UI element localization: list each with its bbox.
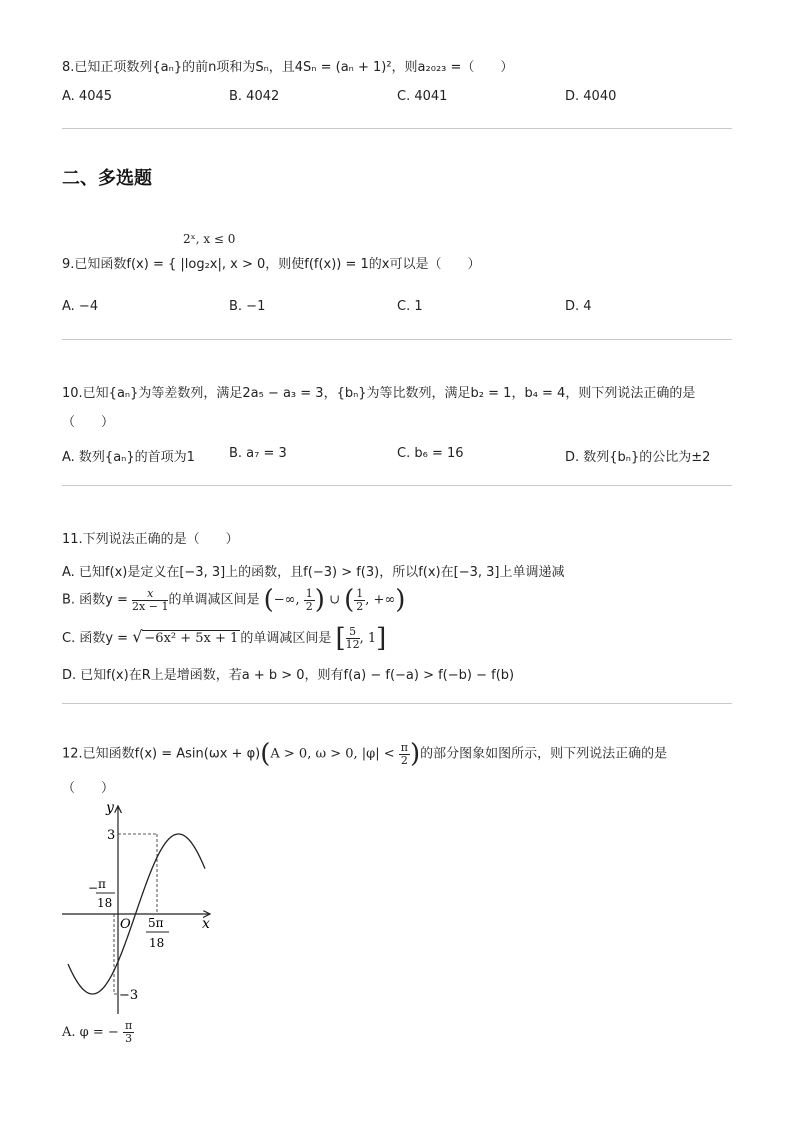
q11-stem: 11.下列说法正确的是（ ） (62, 532, 239, 547)
paren-open: ( (260, 739, 271, 769)
fraction-den: 2 (305, 599, 313, 613)
q12-a-fraction (123, 1020, 134, 1045)
q11-b-union: ∪ (329, 592, 340, 608)
q9-stem: 9.已知函数f(x) = { |log₂x|, x > 0，则使f(f(x)) = 1的x可以是（ ） (62, 257, 481, 272)
q11-option-b[interactable] (62, 585, 405, 616)
x-axis-label: x (202, 916, 210, 932)
q11-option-c[interactable] (62, 622, 386, 654)
tick-right-num: 5π (148, 916, 164, 930)
q11-c-fraction (346, 626, 360, 651)
q8-option-b[interactable]: B. 4042 (229, 89, 280, 104)
q9-piece-top: 2ˣ, x ≤ 0 (183, 232, 236, 246)
q12-stem-cont: （ ） (62, 781, 115, 796)
q10-option-b[interactable]: B. a₇ = 3 (229, 446, 287, 461)
q11-b-mid: 的单调减区间是 (168, 592, 260, 608)
q11-b-pre: B. 函数y = (62, 592, 128, 608)
q11-b-int2-fraction (354, 588, 365, 613)
q11-c-pre: C. 函数y = (62, 631, 129, 646)
bracket-open: [ (335, 623, 346, 654)
q9-option-a[interactable]: A. −4 (62, 299, 99, 314)
q11-b-int1-fraction (304, 588, 315, 613)
q12-stem-post: 的部分图象如图所示，则下列说法正确的是 (420, 746, 668, 762)
q11-b-fraction (132, 588, 168, 613)
q12-stem (62, 739, 667, 770)
q10-option-a[interactable]: A. 数列{aₙ}的首项为1 (62, 450, 195, 465)
q8-option-c[interactable]: C. 4041 (397, 89, 448, 104)
fraction-den: 12 (345, 638, 360, 651)
q10-option-c[interactable]: C. b₆ = 16 (397, 446, 464, 461)
origin-label: O (120, 917, 131, 932)
q12-cond-fraction (399, 742, 410, 767)
q11-b-num: x (132, 588, 168, 601)
tick-left-den: 18 (97, 896, 113, 910)
q12-stem-pre: 12.已知函数f(x) = Asin(ωx + φ) (62, 746, 261, 762)
divider (62, 128, 732, 129)
q11-option-a[interactable]: A. 已知f(x)是定义在[−3, 3]上的函数，且f(−3) > f(3)，所以f(x)在[−3, 3]上单调递减 (62, 565, 565, 580)
fraction-num: 5 (346, 626, 360, 639)
bracket-close: ] (376, 623, 387, 654)
paren-close: ) (410, 739, 421, 769)
q11-b-int2: , +∞ (365, 592, 396, 608)
fraction-num: 1 (356, 586, 364, 600)
sqrt-sign: √ (132, 627, 143, 646)
paren-close: ) (395, 585, 406, 615)
paren-close: ) (314, 585, 325, 615)
fraction-num: π (124, 1019, 133, 1032)
paren-open: ( (263, 585, 274, 615)
q10-stem-cont: （ ） (62, 415, 115, 430)
tick-left-sign: − (88, 881, 99, 895)
section-title: 二、多选题 (62, 168, 152, 189)
q12-option-a[interactable] (62, 1018, 134, 1048)
divider (62, 703, 732, 704)
q12-sine-graph (60, 796, 220, 1018)
tick-right-den: 18 (149, 936, 165, 950)
q11-c-mid: 的单调减区间是 (240, 631, 332, 646)
q9-option-b[interactable]: B. −1 (229, 299, 266, 314)
q11-b-int1: −∞, (273, 592, 300, 608)
y-axis-label: y (106, 800, 114, 816)
q9-option-d[interactable]: D. 4 (565, 299, 592, 314)
paren-open: ( (344, 585, 355, 615)
fraction-num: 1 (305, 586, 313, 600)
q11-c-end: , 1 (359, 631, 377, 646)
fraction-den: 3 (125, 1032, 133, 1045)
divider (62, 485, 732, 486)
q11-c-radicand: −6x² + 5x + 1 (144, 631, 239, 646)
q9-option-c[interactable]: C. 1 (397, 299, 423, 314)
y-max-label: 3 (107, 828, 116, 843)
y-min-label: −3 (119, 988, 139, 1003)
q8-option-d[interactable]: D. 4040 (565, 89, 617, 104)
divider (62, 339, 732, 340)
q11-option-d[interactable]: D. 已知f(x)在R上是增函数，若a + b > 0，则有f(a) − f(−a) > f(−b) − f(b) (62, 668, 515, 683)
q8-option-a[interactable]: A. 4045 (62, 89, 113, 104)
q12-a-pre: A. φ = − (62, 1025, 119, 1040)
fraction-den: 2 (356, 599, 364, 613)
q11-b-den: 2x − 1 (132, 599, 169, 613)
q10-option-d[interactable]: D. 数列{bₙ}的公比为±2 (565, 450, 711, 465)
q10-stem: 10.已知{aₙ}为等差数列，满足2a₅ − a₃ = 3，{bₙ}为等比数列，满足b₂ = 1，b₄ = 4，则下列说法正确的是 (62, 386, 696, 401)
fraction-den: 2 (400, 753, 408, 767)
tick-left-num: π (98, 877, 106, 891)
q12-stem-cond: A > 0, ω > 0, |φ| < (270, 746, 395, 762)
fraction-num: π (400, 740, 409, 754)
q8-stem: 8.已知正项数列{aₙ}的前n项和为Sₙ，且4Sₙ = (aₙ + 1)²，则a₂₀₂₃ =（ ） (62, 60, 514, 75)
